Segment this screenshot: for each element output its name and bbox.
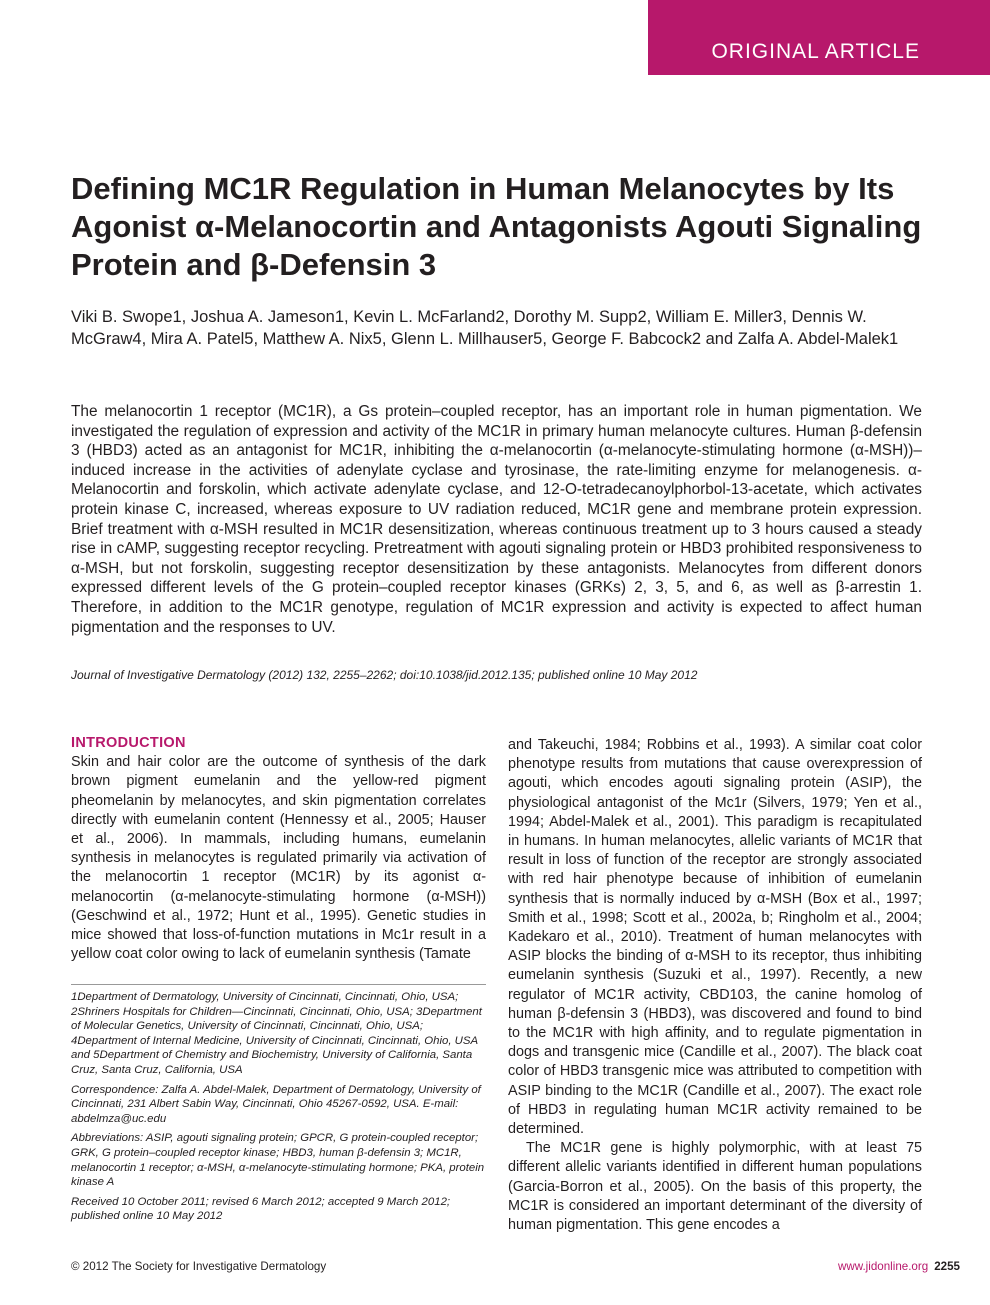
article-type-label: ORIGINAL ARTICLE (711, 40, 920, 63)
correspondence-note: Correspondence: Zalfa A. Abdel-Malek, Department of Dermatology, University of Cincinnati, 231 Albert Sabin Way, Cincinnati, Ohio 45267-0592, USA. E-mail: abdelmza@uc.edu (71, 1083, 481, 1125)
intro-paragraph-1: Skin and hair color are the outcome of synthesis of the dark brown pigment eumelanin and the yellow-red pigment pheomelanin by melanocytes, and skin pigmentation correlates directly with eumelanin content (Hennessy et al., 2005; Hauser et al., 2006). In mammals, including humans, eumelanin synthesis in melanocytes is regulated primarily via activation of the melanocortin 1 receptor (MC1R) by its agonist α-melanocortin (α-melanocyte-stimulating hormone (α-MSH)) (Geschwind et al., 1972; Hunt et al., 1995). Genetic studies in mice showed that loss-of-function mutations in Mc1r result in a yellow coat color owing to lack of eumelanin synthesis (Tamate (71, 754, 486, 963)
footnote-divider (71, 984, 486, 985)
section-heading-introduction: INTRODUCTION (71, 735, 186, 751)
citation-line: Journal of Investigative Dermatology (2012) 132, 2255–2262; doi:10.1038/jid.2012.135; published online 10 May 2012 (71, 668, 698, 682)
received-note: Received 10 October 2011; revised 6 March 2012; accepted 9 March 2012; published online 10 May 2012 (71, 1195, 451, 1223)
author-list: Viki B. Swope1, Joshua A. Jameson1, Kevin L. McFarland2, Dorothy M. Supp2, William E. Miller3, Dennis W. McGraw4, Mira A. Patel5, Matthew A. Nix5, Glenn L. Millhauser5, George F. Babcock2 and Zalfa A. Abdel-Malek1 (71, 308, 899, 348)
intro-paragraph-2: The MC1R gene is highly polymorphic, with at least 75 different allelic variants identified in different human populations (Garcia-Borron et al., 2005). On the basis of this property, the MC1R is considered an important determinant of the diversity of human pigmentation. This gene encodes a (508, 1140, 922, 1234)
abbreviations-note: Abbreviations: ASIP, agouti signaling protein; GPCR, G protein-coupled receptor; GRK, G protein–coupled receptor kinase; HBD3, human β-defensin 3; MC1R, melanocortin 1 receptor; α-MSH, α-melanocyte-stimulating hormone; PKA, protein kinase A (71, 1132, 485, 1189)
article-type-banner (648, 0, 990, 75)
footnotes (71, 990, 486, 1229)
journal-url-link[interactable]: www.jidonline.org (837, 1260, 929, 1273)
intro-column-left (71, 734, 486, 964)
footer-copyright: © 2012 The Society for Investigative Dermatology (71, 1260, 327, 1273)
affiliations-note: 1Department of Dermatology, University of Cincinnati, Cincinnati, Ohio, USA; 2Shriners Hospitals for Children—Cincinnati, Cincinnati, Ohio, USA; 3Department of Molecular Genetics, University of Cincinnati, Cincinnati, Ohio, USA; 4Department of Internal Medicine, University of Cincinnati, Cincinnati, Ohio, USA and 5Department of Chemistry and Biochemistry, University of California, Santa Cruz, Santa Cruz, California, USA (71, 991, 482, 1076)
article-title: Defining MC1R Regulation in Human Melanocytes by Its Agonist α-Melanocortin and Antagonists Agouti Signaling Protein and β-Defensin 3 (71, 171, 922, 282)
footer-right (838, 1260, 960, 1273)
abstract: The melanocortin 1 receptor (MC1R), a Gs protein–coupled receptor, has an important role in human pigmentation. We investigated the regulation of expression and activity of the MC1R in primary human melanocyte cultures. Human β-defensin 3 (HBD3) acted as an antagonist for MC1R, inhibiting the α-melanocortin (α-melanocyte-stimulating hormone (α-MSH))–induced increase in the activities of adenylate cyclase and tyrosinase, the rate-limiting enzyme for melanogenesis. α-Melanocortin and forskolin, which activate adenylate cyclase, and 12-O-tetradecanoylphorbol-13-acetate, which activates protein kinase C, increased, whereas exposure to UV radiation reduced, MC1R gene and membrane protein expression. Brief treatment with α-MSH resulted in MC1R desensitization, whereas continuous treatment up to 3 hours caused a steady rise in cAMP, suggesting receptor recycling. Pretreatment with agouti signaling protein or HBD3 prohibited responsiveness to α-MSH, but not forskolin, suggesting receptor desensitization by these antagonists. Melanocytes from different donors expressed different levels of the G protein–coupled receptor kinases (GRKs) 2, 3, 5, and 6, as well as β-arrestin 1. Therefore, in addition to the MC1R genotype, regulation of MC1R expression and activity is expected to affect human pigmentation and the responses to UV. (71, 403, 922, 636)
page-number: 2255 (934, 1260, 960, 1273)
intro-column-right (508, 736, 922, 1235)
intro-paragraph-1-cont: and Takeuchi, 1984; Robbins et al., 1993). A similar coat color phenotype results from mutations that cause overexpression of agouti, which encodes agouti signaling protein (ASIP), the physiological antagonist of the Mc1r (Silvers, 1979; Yen et al., 1994; Abdel-Malek et al., 2001). This paradigm is recapitulated in humans. In human melanocytes, allelic variants of MC1R that result in loss of function of the receptor are strongly associated with red hair phenotype because of inhibition of eumelanin synthesis that is normally induced by α-MSH (Box et al., 1997; Smith et al., 1998; Scott et al., 2002a, b; Ringholm et al., 2004; Kadekaro et al., 2010). Treatment of human melanocytes with ASIP blocks the binding of α-MSH to its receptor, thus inhibiting eumelanin synthesis (Suzuki et al., 1997). Recently, a new regulator of MC1R activity, CBD103, the canine homolog of human β-defensin 3 (HBD3), was discovered and found to bind to the MC1R with high affinity, and to regulate pigmentation in dogs and transgenic mice (Candille et al., 2007). The black coat color of HBD3 transgenic mice was attributed to competition with ASIP binding to the MC1R (Candille et al., 2007). The exact role of HBD3 in regulating human MC1R activity remained to be determined. (508, 737, 922, 1138)
